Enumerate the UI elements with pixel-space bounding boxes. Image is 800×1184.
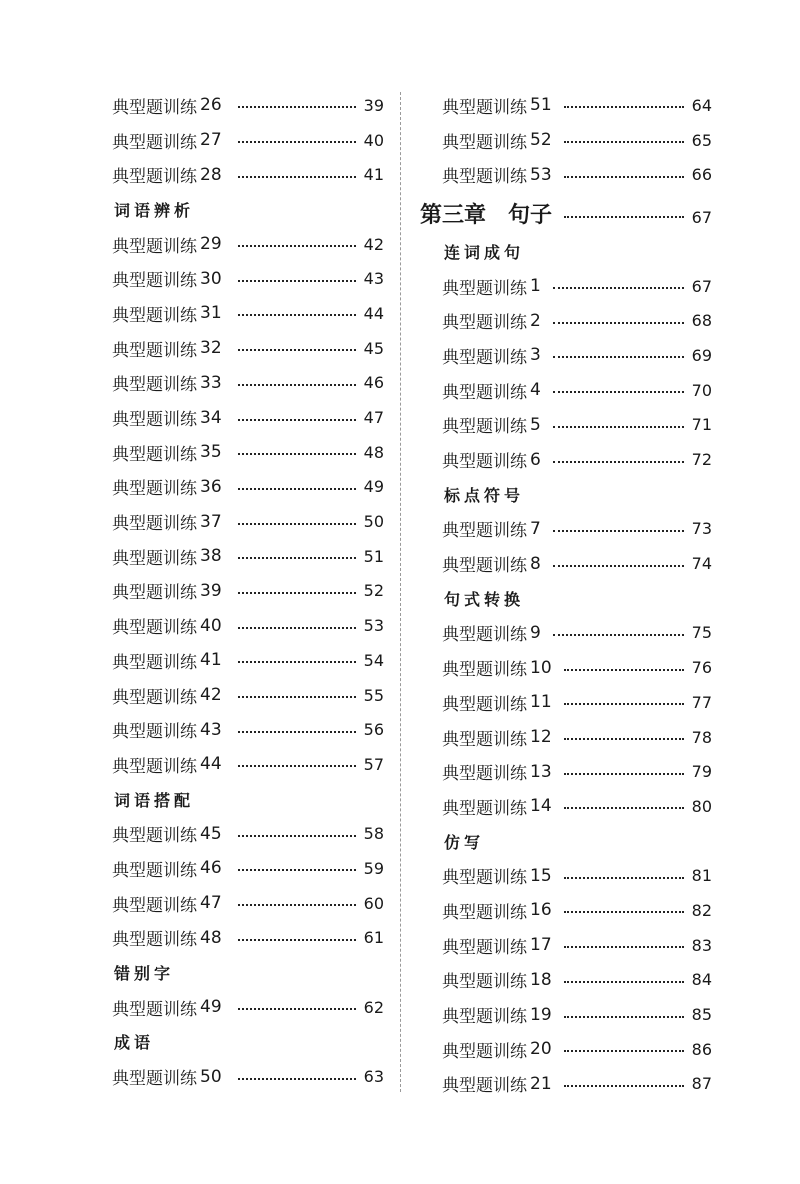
entry-label: 典型题训练 [112,479,197,500]
entry-label: 典型题训练 [112,930,197,951]
entry-page-number: 42 [363,234,384,254]
section-heading: 词语辨析 [114,200,195,220]
entry-number: 5 [530,414,541,435]
entry-number: 47 [200,893,222,914]
entry-label: 典型题训练 [112,583,197,604]
entry-label: 典型题训练 [112,1069,197,1090]
entry-page-number: 70 [691,380,712,400]
entry-number: 43 [200,719,222,740]
column-divider [400,92,401,1092]
entry-number: 6 [530,449,541,470]
entry-page-number: 79 [691,762,712,782]
dot-leader [553,287,684,289]
entry-number: 49 [200,997,222,1018]
dot-leader [238,523,356,525]
entry-page-number: 48 [363,442,384,462]
entry-number: 19 [530,1004,552,1025]
entry-number: 27 [200,130,222,151]
entry-page-number: 52 [363,581,384,601]
entry-page-number: 47 [363,408,384,428]
entry-page-number: 59 [363,858,384,878]
entry-number: 15 [530,865,552,886]
entry-label: 典型题训练 [442,972,527,993]
entry-label: 典型题训练 [112,687,197,708]
section-heading: 成语 [114,1033,155,1053]
chapter-heading[interactable] [420,192,712,234]
dot-leader [238,696,356,698]
dot-leader [238,939,356,941]
toc-entry[interactable] [442,88,712,123]
dot-leader [564,911,684,913]
dot-leader [238,1078,356,1080]
entry-page-number: 43 [363,269,384,289]
entry-number: 42 [200,685,222,706]
entry-number: 1 [530,276,541,297]
entry-label: 典型题训练 [442,417,527,438]
entry-label: 典型题训练 [112,444,197,465]
entry-label: 典型题训练 [112,756,197,777]
dot-leader [564,877,684,879]
dot-leader [553,391,684,393]
toc-entry[interactable] [112,851,384,886]
entry-label: 典型题训练 [112,167,197,188]
entry-label: 典型题训练 [442,1007,527,1028]
entry-label: 典型题训练 [112,548,197,569]
dot-leader [238,488,356,490]
entry-number: 20 [530,1039,552,1060]
entry-page-number: 85 [691,1005,712,1025]
toc-entry[interactable] [442,1032,712,1067]
dot-leader [564,1016,684,1018]
entry-number: 17 [530,935,552,956]
dot-leader [238,904,356,906]
entry-page-number: 80 [691,796,712,816]
toc-entry[interactable] [442,754,712,789]
entry-number: 8 [530,553,541,574]
dot-leader [564,106,684,108]
entry-number: 11 [530,692,552,713]
toc-entry[interactable] [112,400,384,435]
entry-label: 典型题训练 [442,798,527,819]
entry-number: 30 [200,268,222,289]
entry-page-number: 75 [691,623,712,643]
dot-leader [564,807,684,809]
entry-number: 35 [200,442,222,463]
entry-label: 典型题训练 [112,618,197,639]
entry-page-number: 41 [363,165,384,185]
entry-page-number: 65 [691,130,712,150]
dot-leader [238,453,356,455]
dot-leader [238,731,356,733]
toc-entry[interactable] [442,546,712,581]
toc-entry[interactable] [442,650,712,685]
entry-label: 典型题训练 [112,514,197,535]
entry-page-number: 71 [691,415,712,435]
entry-page-number: 61 [363,928,384,948]
dot-leader [238,349,356,351]
entry-number: 4 [530,380,541,401]
chapter-title: 第三章 句子 [420,201,553,228]
dot-leader [564,141,684,143]
section-heading: 错别字 [114,964,175,984]
dot-leader [238,106,356,108]
section-heading: 标点符号 [444,485,525,505]
toc-entry[interactable] [112,296,384,331]
dot-leader [553,634,684,636]
entry-label: 典型题训练 [442,694,527,715]
entry-page-number: 76 [691,658,712,678]
entry-label: 典型题训练 [442,347,527,368]
entry-number: 12 [530,727,552,748]
entry-number: 9 [530,622,541,643]
toc-entry[interactable] [112,157,384,192]
entry-page-number: 39 [363,95,384,115]
entry-number: 16 [530,900,552,921]
dot-leader [553,530,684,532]
entry-label: 典型题训练 [442,660,527,681]
entry-page-number: 44 [363,303,384,323]
toc-entry[interactable] [442,157,712,192]
toc-entry[interactable] [442,928,712,963]
entry-label: 典型题训练 [442,625,527,646]
dot-leader [564,176,684,178]
entry-page-number: 45 [363,338,384,358]
section-heading: 词语搭配 [114,790,195,810]
entry-label: 典型题训练 [442,1076,527,1097]
entry-page-number: 63 [363,1067,384,1087]
entry-page-number: 81 [691,866,712,886]
entry-page-number: 67 [691,276,712,296]
entry-number: 33 [200,372,222,393]
entry-page-number: 49 [363,477,384,497]
toc-right-column [420,88,712,1101]
entry-number: 41 [200,650,222,671]
toc-entry[interactable] [112,261,384,296]
toc-entry[interactable] [112,227,384,262]
entry-number: 32 [200,338,222,359]
toc-entry[interactable] [112,123,384,158]
dot-leader [553,322,684,324]
section-heading: 仿写 [444,832,485,852]
entry-page-number: 53 [363,616,384,636]
toc-entry[interactable] [112,886,384,921]
toc-entry[interactable] [112,366,384,401]
entry-number: 37 [200,511,222,532]
dot-leader [238,419,356,421]
entry-label: 典型题训练 [112,860,197,881]
dot-leader [238,245,356,247]
entry-label: 典型题训练 [442,278,527,299]
dot-leader [564,1085,684,1087]
entry-label: 典型题训练 [442,382,527,403]
section-heading: 句式转换 [444,589,525,609]
entry-label: 典型题训练 [442,313,527,334]
toc-entry[interactable] [442,789,712,824]
dot-leader [238,835,356,837]
dot-leader [564,773,684,775]
dot-leader [564,1050,684,1052]
entry-label: 典型题训练 [112,340,197,361]
entry-number: 2 [530,310,541,331]
toc-entry[interactable] [442,720,712,755]
entry-page-number: 57 [363,754,384,774]
toc-entry[interactable] [112,990,384,1025]
toc-entry[interactable] [442,512,712,547]
dot-leader [238,557,356,559]
entry-page-number: 54 [363,650,384,670]
toc-entry[interactable] [112,470,384,505]
entry-label: 典型题训练 [112,271,197,292]
entry-number: 26 [200,95,222,116]
entry-page-number: 55 [363,685,384,705]
dot-leader [238,869,356,871]
entry-page-number: 68 [691,311,712,331]
toc-entry[interactable] [442,303,712,338]
entry-page-number: 60 [363,893,384,913]
dot-leader [238,661,356,663]
entry-number: 50 [200,1066,222,1087]
dot-leader [553,461,684,463]
entry-label: 典型题训练 [442,556,527,577]
entry-label: 典型题训练 [112,132,197,153]
entry-number: 36 [200,476,222,497]
entry-page-number: 84 [691,970,712,990]
toc-entry[interactable] [112,678,384,713]
dot-leader [564,946,684,948]
entry-label: 典型题训练 [112,97,197,118]
entry-label: 典型题训练 [442,764,527,785]
entry-label: 典型题训练 [112,410,197,431]
entry-page-number: 40 [363,130,384,150]
toc-entry[interactable] [442,1067,712,1102]
entry-label: 典型题训练 [442,868,527,889]
entry-label: 典型题训练 [442,902,527,923]
entry-number: 29 [200,234,222,255]
entry-number: 48 [200,927,222,948]
entry-number: 13 [530,761,552,782]
entry-number: 51 [530,95,552,116]
section-heading: 连词成句 [444,242,525,262]
toc-entry[interactable] [112,331,384,366]
toc-entry[interactable] [442,338,712,373]
entry-number: 52 [530,130,552,151]
entry-page-number: 66 [691,165,712,185]
dot-leader [238,1008,356,1010]
dot-leader [238,141,356,143]
toc-entry[interactable] [442,616,712,651]
dot-leader [238,384,356,386]
dot-leader [564,981,684,983]
toc-entry[interactable] [442,963,712,998]
entry-page-number: 82 [691,900,712,920]
entry-label: 典型题训练 [442,97,527,118]
dot-leader [564,703,684,705]
entry-number: 18 [530,969,552,990]
dot-leader [553,426,684,428]
entry-number: 53 [530,164,552,185]
entry-page-number: 73 [691,519,712,539]
toc-entry[interactable] [442,373,712,408]
toc-left-column [112,88,384,1094]
toc-entry[interactable] [442,997,712,1032]
entry-number: 14 [530,796,552,817]
entry-page-number: 62 [363,997,384,1017]
toc-entry[interactable] [442,685,712,720]
entry-page-number: 83 [691,935,712,955]
entry-label: 典型题训练 [112,999,197,1020]
entry-page-number: 72 [691,450,712,470]
entry-number: 39 [200,580,222,601]
toc-entry[interactable] [112,574,384,609]
entry-page-number: 46 [363,373,384,393]
entry-label: 典型题训练 [112,236,197,257]
entry-label: 典型题训练 [442,937,527,958]
toc-entry[interactable] [112,712,384,747]
entry-number: 38 [200,546,222,567]
entry-label: 典型题训练 [442,132,527,153]
toc-entry[interactable] [442,269,712,304]
toc-entry[interactable] [112,539,384,574]
toc-entry[interactable] [442,858,712,893]
dot-leader [238,280,356,282]
entry-label: 典型题训练 [442,729,527,750]
dot-leader [564,216,684,218]
toc-entry[interactable] [112,816,384,851]
entry-page-number: 64 [691,95,712,115]
dot-leader [564,669,684,671]
dot-leader [238,765,356,767]
entry-page-number: 51 [363,546,384,566]
entry-label: 典型题训练 [112,826,197,847]
toc-entry[interactable] [112,504,384,539]
entry-page-number: 56 [363,720,384,740]
entry-page-number: 50 [363,512,384,532]
dot-leader [238,314,356,316]
toc-entry[interactable] [442,893,712,928]
entry-label: 典型题训练 [112,375,197,396]
entry-number: 28 [200,164,222,185]
entry-number: 21 [530,1073,552,1094]
toc-entry[interactable] [442,408,712,443]
toc-entry[interactable] [112,88,384,123]
toc-entry[interactable] [442,442,712,477]
toc-entry[interactable] [112,1059,384,1094]
entry-page-number: 87 [691,1074,712,1094]
entry-label: 典型题训练 [112,652,197,673]
entry-number: 3 [530,345,541,366]
entry-number: 7 [530,518,541,539]
toc-entry[interactable] [112,643,384,678]
entry-page-number: 69 [691,345,712,365]
entry-label: 典型题训练 [442,1041,527,1062]
entry-number: 10 [530,657,552,678]
entry-page-number: 78 [691,727,712,747]
toc-entry[interactable] [112,921,384,956]
toc-entry[interactable] [112,435,384,470]
entry-label: 典型题训练 [442,452,527,473]
toc-entry[interactable] [112,608,384,643]
entry-number: 46 [200,858,222,879]
dot-leader [564,738,684,740]
entry-page-number: 58 [363,824,384,844]
dot-leader [553,565,684,567]
entry-label: 典型题训练 [442,167,527,188]
toc-entry[interactable] [112,747,384,782]
chapter-page-number: 67 [691,207,712,227]
entry-number: 31 [200,303,222,324]
entry-label: 典型题训练 [112,895,197,916]
entry-label: 典型题训练 [112,722,197,743]
entry-number: 44 [200,754,222,775]
dot-leader [238,176,356,178]
entry-page-number: 86 [691,1039,712,1059]
entry-label: 典型题训练 [112,305,197,326]
dot-leader [238,627,356,629]
entry-label: 典型题训练 [442,521,527,542]
entry-number: 45 [200,823,222,844]
dot-leader [553,356,684,358]
entry-number: 40 [200,615,222,636]
entry-number: 34 [200,407,222,428]
toc-entry[interactable] [442,123,712,158]
entry-page-number: 77 [691,692,712,712]
entry-page-number: 74 [691,554,712,574]
dot-leader [238,592,356,594]
